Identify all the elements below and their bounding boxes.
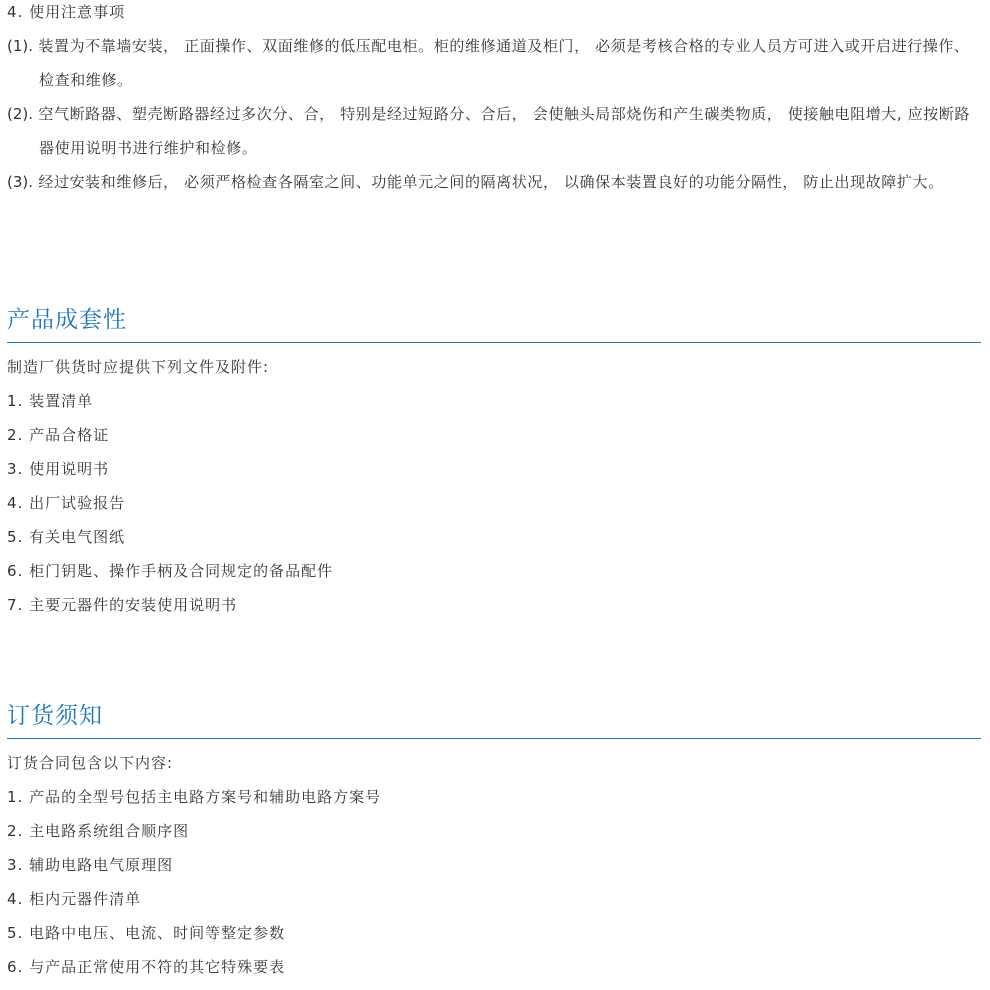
- usage-note-text: 空气断路器、塑壳断路器经过多次分、合， 特别是经过短路分、合后， 会使触头局部烧伤和产生碳类物质， 使接触电阻增大, 应按断路器使用说明书进行维护和检修。: [33, 105, 971, 157]
- usage-heading: 4. 使用注意事项: [7, 3, 126, 21]
- product-kit-section: [7, 302, 981, 622]
- list-item: 4. 柜内元器件清单: [7, 890, 142, 908]
- usage-note-text: 装置为不靠墙安装， 正面操作、双面维修的低压配电柜。柜的维修通道及柜门， 必须是考核合格的专业人员方可进入或开启进行操作、检查和维修。: [33, 37, 970, 89]
- list-item: 6. 柜门钥匙、操作手柄及合同规定的备品配件: [7, 562, 334, 580]
- list-item: 3. 辅助电路电气原理图: [7, 856, 174, 874]
- usage-note-number: (3).: [7, 173, 34, 191]
- usage-note-text: 经过安装和维修后， 必须严格检查各隔室之间、功能单元之间的隔离状况， 以确保本装置良好的功能分隔性， 防止出现故障扩大。: [33, 173, 944, 191]
- usage-note-3: [7, 165, 981, 199]
- section-intro: 制造厂供货时应提供下列文件及附件:: [7, 358, 270, 376]
- usage-note-number: (2).: [7, 105, 34, 123]
- list-item: 1. 产品的全型号包括主电路方案号和辅助电路方案号: [7, 788, 382, 806]
- list-item: 1. 装置清单: [7, 392, 94, 410]
- section-title: 订货须知: [7, 698, 981, 739]
- usage-note-2: [7, 97, 981, 165]
- list-item: 5. 电路中电压、电流、时间等整定参数: [7, 924, 286, 942]
- usage-note-1: [7, 29, 981, 97]
- list-item: 5. 有关电气图纸: [7, 528, 126, 546]
- ordering-notes-section: [7, 698, 981, 984]
- list-item: 6. 与产品正常使用不符的其它特殊要表: [7, 958, 286, 976]
- usage-notes-list: [7, 29, 981, 199]
- list-item: 7. 主要元器件的安装使用说明书: [7, 596, 238, 614]
- section-title: 产品成套性: [7, 302, 981, 343]
- section-intro: 订货合同包含以下内容:: [7, 754, 174, 772]
- list-item: 2. 产品合格证: [7, 426, 110, 444]
- list-item: 2. 主电路系统组合顺序图: [7, 822, 190, 840]
- list-item: 4. 出厂试验报告: [7, 494, 126, 512]
- usage-note-number: (1).: [7, 37, 34, 55]
- list-item: 3. 使用说明书: [7, 460, 110, 478]
